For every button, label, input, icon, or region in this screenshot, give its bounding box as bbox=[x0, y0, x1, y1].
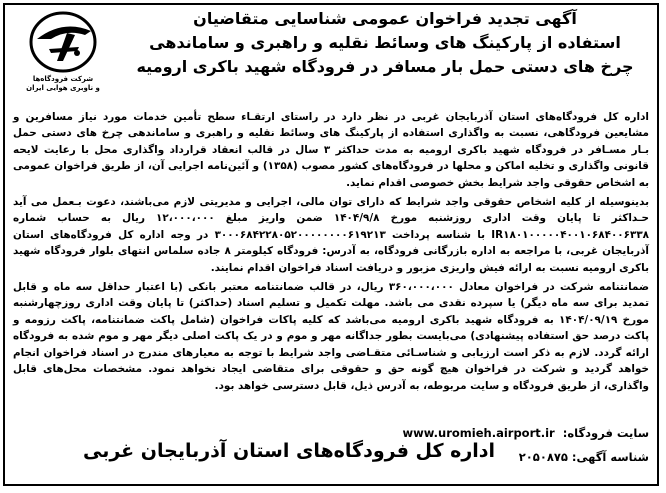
logo-caption-2: و ناوبری هوایی ایران bbox=[26, 84, 100, 92]
title-line-3: چرخ های دستی حمل بار مسافر در فرودگاه شهید باکری ارومیه bbox=[136, 57, 634, 76]
announcement-body bbox=[13, 109, 649, 397]
airport-emblem-icon bbox=[27, 9, 99, 75]
site-url-link[interactable]: www.uromieh.airport.ir bbox=[402, 426, 555, 440]
title-line-2: استفاده از پارکینگ های وسائط نقلیه و راهبری و ساماندهی bbox=[149, 33, 621, 52]
title-line-1: آگهی تجدید فراخوان عمومی شناسایی متقاضیان bbox=[193, 9, 577, 28]
paragraph-guarantee: ضمانتنامه شرکت در فراخوان معادل ۳۶۰،۰۰۰،۰۰۰ ریال، در قالب ضمانتنامه معتبر بانکی (با اعتبار حداقل سه ماه و قابل تمدید برای سه ماه دیگر) یا سپرده نقدی می باشد. مهلت تکمیل و تسلیم اسناد (حداکثر) تا پایان وقت اداری روزچهارشنبه مورخ ۱۴۰۴/۰۹/۱۹ به فرودگاه شهید باکری ارومیه می‌باشد که کلیه پاکات فراخوان (شامل پاکت ضمانتنامه، پاکت رزومه و پاکت درصد حق استفاده پیشنهادی) می‌بایست بطور جداگانه مهر و موم و در یک پاکت اصلی دیگر مهر و موم شده به فرودگاه ارائه گردد. لازم به ذکر است ارزیابی و شناسـائی متقـاضی واجد شرایط با توجه به معیارهای مندرج در اسناد فراخوان انجام خواهد گردید و شرکت در فراخوان هیچ گونه حق و حقوقی برای متقاضی ایجاد نخواهد نمود. مشخصات محل‌های قابل واگذاری، از طریق فرودگاه و سایت مربوطه، به آدرس ذیل، قابل دسترسی خواهد بود. bbox=[13, 281, 649, 392]
logo-caption-1: شرکت فرودگاه‌ها bbox=[32, 75, 94, 83]
paragraph-invitation: بدینوسیله از کلیه اشخاص حقوقی واجد شرایط که دارای توان مالی، اجرایی و مدیریتی لازم می‌باشند، دعوت بـعمل می آید حـداکثر تا پایان وقت اداری روزشنبه مورخ ۱۴۰۴/۹/۸ ضمن واریز مبلغ ۱۲،۰۰۰،۰۰۰ ریال به حساب شماره IR۱۸۰۱۰۰۰۰۰۴۰۰۱۰۶۸۴۰۰۶۳۳۸ با شناسه پرداخت ۳۰۰۰۶۸۴۲۲۸۰۵۲۰۰۰۰۰۰۰۰۶۱۹۲۱۳ در وجه اداره کل فرودگاه‌های استان آذربایجان غربی، با مراجعه به اداره بازرگانی فرودگاه، به آدرس: فرودگاه کیلومتر ۸ جاده سلماس انتهای بلوار فرودگاه شهید باکری ارومیه نسبت به ارائه فیش واریزی مزبور و دریافت اسناد فراخوان اقدام نمایند. bbox=[13, 196, 649, 274]
announcement-header bbox=[5, 5, 657, 105]
announcement-title bbox=[121, 7, 649, 79]
paragraph-intro: اداره کل فرودگاه‌های استان آذربایجان غربی در نظر دارد در راستای ارتقـاء سطح تأمین خدمات مورد نیاز مسافرین و مشایعین فرودگاهی، نسبت به واگذاری استفاده از پارکینگ های وسائط نقلیه و راهبری و ساماندهی چرخ های دستی حمل بـار مسـافر در فرودگاه شهید باکری ارومیه به مدت حداکثر ۳ سال در قالب انعقاد قرارداد واگذاری محل با رعایت لایحه قانونی واگذاری و تخلیه اماکن و محلها در فرودگاه‌های کشور مصوب (۱۳۵۸) و آئین‌نامه اجرایی آن، از طریق فراخوان عمومی به اشخاص حقوقی واجد شرایط بخش خصوصی اقدام نماید. bbox=[13, 111, 650, 189]
notice-row bbox=[519, 450, 649, 464]
announcement-footer bbox=[13, 426, 649, 482]
airports-company-logo bbox=[11, 9, 115, 101]
organization-name: اداره کل فرودگاه‌های استان آذربایجان غربی bbox=[83, 440, 496, 462]
site-label: سایت فرودگاه: bbox=[562, 426, 649, 440]
site-row bbox=[403, 426, 649, 440]
notice-label: شناسه آگهی: bbox=[571, 450, 649, 464]
announcement-frame bbox=[3, 3, 659, 486]
notice-id: ۲۰۵۰۸۷۵ bbox=[518, 450, 568, 464]
